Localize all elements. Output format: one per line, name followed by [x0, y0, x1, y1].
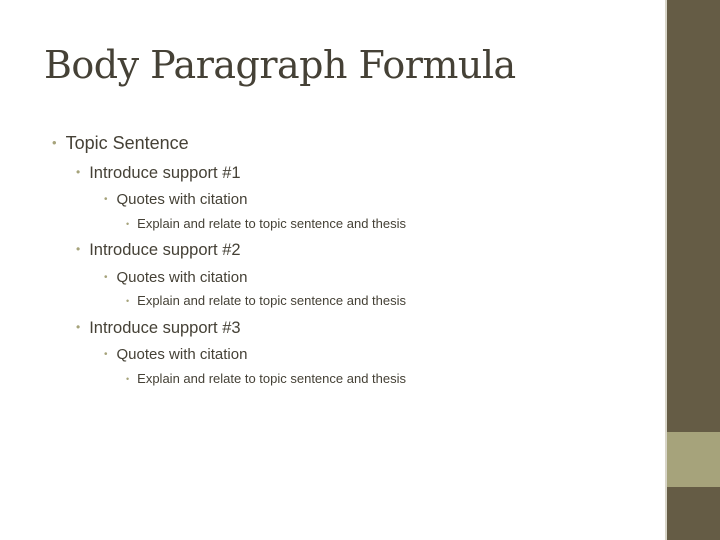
bullet-text: Topic Sentence	[65, 133, 189, 153]
bullet-support-3	[76, 319, 241, 338]
bullet-text: Explain and relate to topic sentence and thesis	[137, 293, 406, 308]
bullet-explain-1	[126, 216, 406, 231]
bullet-icon: •	[52, 135, 57, 150]
bullet-icon: •	[104, 272, 108, 283]
bullet-text: Quotes with citation	[116, 191, 248, 208]
bullet-icon: •	[126, 296, 130, 306]
bullet-icon: •	[104, 349, 108, 360]
bullet-explain-2	[126, 293, 406, 308]
bullet-icon: •	[126, 374, 130, 384]
bullet-icon: •	[126, 219, 130, 229]
bullet-text: Quotes with citation	[116, 269, 248, 286]
slide-title: Body Paragraph Formula	[44, 43, 516, 87]
bullet-text: Introduce support #2	[89, 241, 241, 259]
bullet-support-2	[76, 241, 241, 260]
bullet-icon: •	[76, 242, 81, 256]
bullet-icon: •	[104, 194, 108, 205]
bullet-support-1	[76, 164, 241, 183]
bullet-quote-3	[104, 346, 247, 363]
bullet-text: Explain and relate to topic sentence and thesis	[137, 216, 406, 231]
bullet-text: Introduce support #3	[89, 319, 241, 337]
bullet-quote-2	[104, 269, 247, 286]
bullet-text: Quotes with citation	[116, 346, 248, 363]
bullet-explain-3	[126, 371, 406, 386]
bullet-text: Explain and relate to topic sentence and thesis	[137, 371, 406, 386]
bullet-quote-1	[104, 191, 247, 208]
bullet-icon: •	[76, 165, 81, 179]
bullet-topic-sentence	[52, 133, 189, 154]
bullet-icon: •	[76, 320, 81, 334]
sidebar-accent-block	[667, 432, 720, 487]
bullet-text: Introduce support #1	[89, 164, 241, 182]
